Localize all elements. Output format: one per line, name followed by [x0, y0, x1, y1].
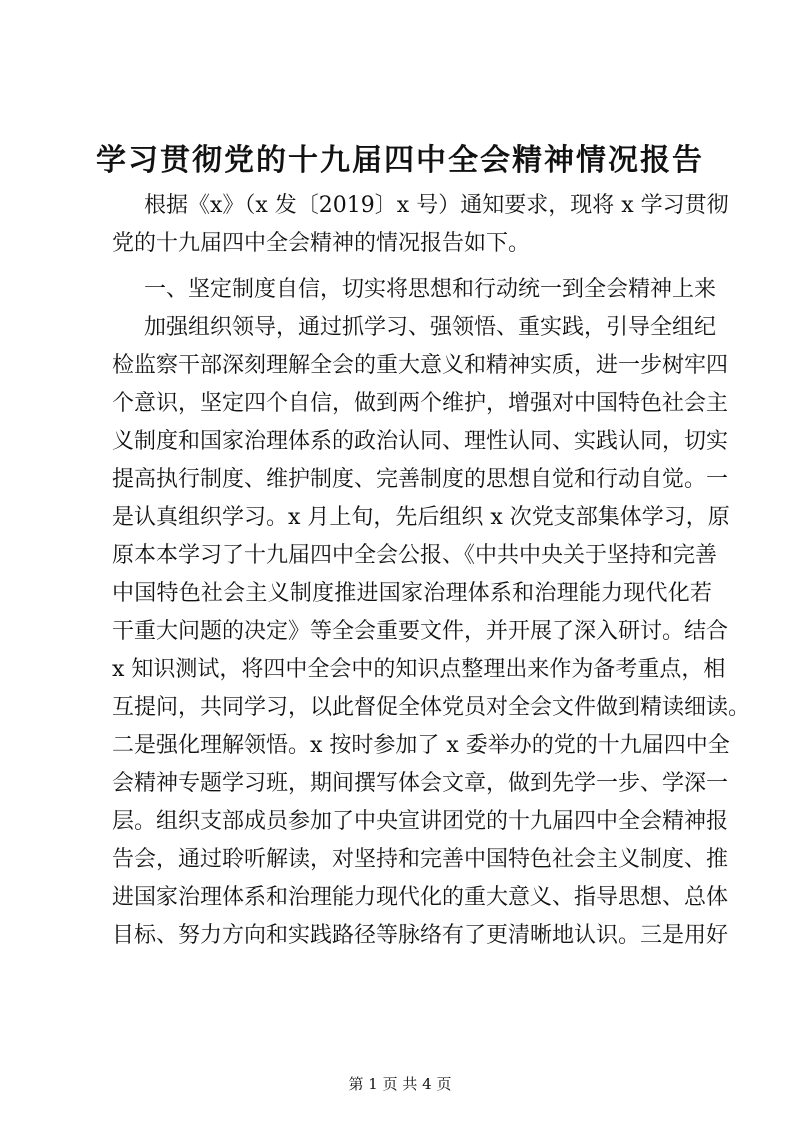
body-line: 个意识，坚定四个自信，做到两个维护，增强对中国特色社会主 [112, 391, 729, 416]
body-line: 原本本学习了十九届四中全会公报、《中共中央关于坚持和完善 [112, 543, 718, 568]
document-title: 学习贯彻党的十九届四中全会精神情况报告 [96, 143, 704, 178]
body-line: 会精神专题学习班，期间撰写体会文章，做到先学一步、学深一 [112, 771, 729, 796]
page-number: 第 1 页 共 4 页 [348, 1075, 452, 1093]
body-line: 检监察干部深刻理解全会的重大意义和精神实质，进一步树牢四 [112, 353, 729, 378]
body-line: x 知识测试，将四中全会中的知识点整理出来作为备考重点，相 [112, 657, 726, 682]
body-line: 互提问，共同学习，以此督促全体党员对全会文件做到精读细读。 [112, 695, 751, 720]
body-line: 根据《x》（x 发〔2019〕x 号）通知要求，现将 x 学习贯彻 [144, 193, 729, 218]
body-line: 目标、努力方向和实践路径等脉络有了更清晰地认识。三是用好 [112, 923, 729, 948]
body-line: 干重大问题的决定》等全会重要文件，并开展了深入研讨。结合 [112, 619, 729, 644]
body-line: 告会，通过聆听解读，对坚持和完善中国特色社会主义制度、推 [112, 847, 729, 872]
body-line: 加强组织领导，通过抓学习、强领悟、重实践，引导全组纪 [144, 315, 717, 340]
body-line: 层。组织支部成员参加了中央宣讲团党的十九届四中全会精神报 [112, 809, 729, 834]
document-body [112, 187, 751, 955]
body-line: 是认真组织学习。x 月上旬，先后组织 x 次党支部集体学习，原 [112, 505, 730, 530]
body-line: 党的十九届四中全会精神的情况报告如下。 [112, 231, 531, 256]
body-line: 义制度和国家治理体系的政治认同、理性认同、实践认同，切实 [112, 429, 729, 454]
body-line: 提高执行制度、维护制度、完善制度的思想自觉和行动自觉。一 [112, 467, 729, 492]
section-heading: 一、坚定制度自信，切实将思想和行动统一到全会精神上来 [144, 277, 717, 302]
body-line: 进国家治理体系和治理能力现代化的重大意义、指导思想、总体 [112, 885, 729, 910]
body-line: 二是强化理解领悟。x 按时参加了 x 委举办的党的十九届四中全 [112, 733, 730, 758]
body-line: 中国特色社会主义制度推进国家治理体系和治理能力现代化若 [112, 581, 712, 606]
